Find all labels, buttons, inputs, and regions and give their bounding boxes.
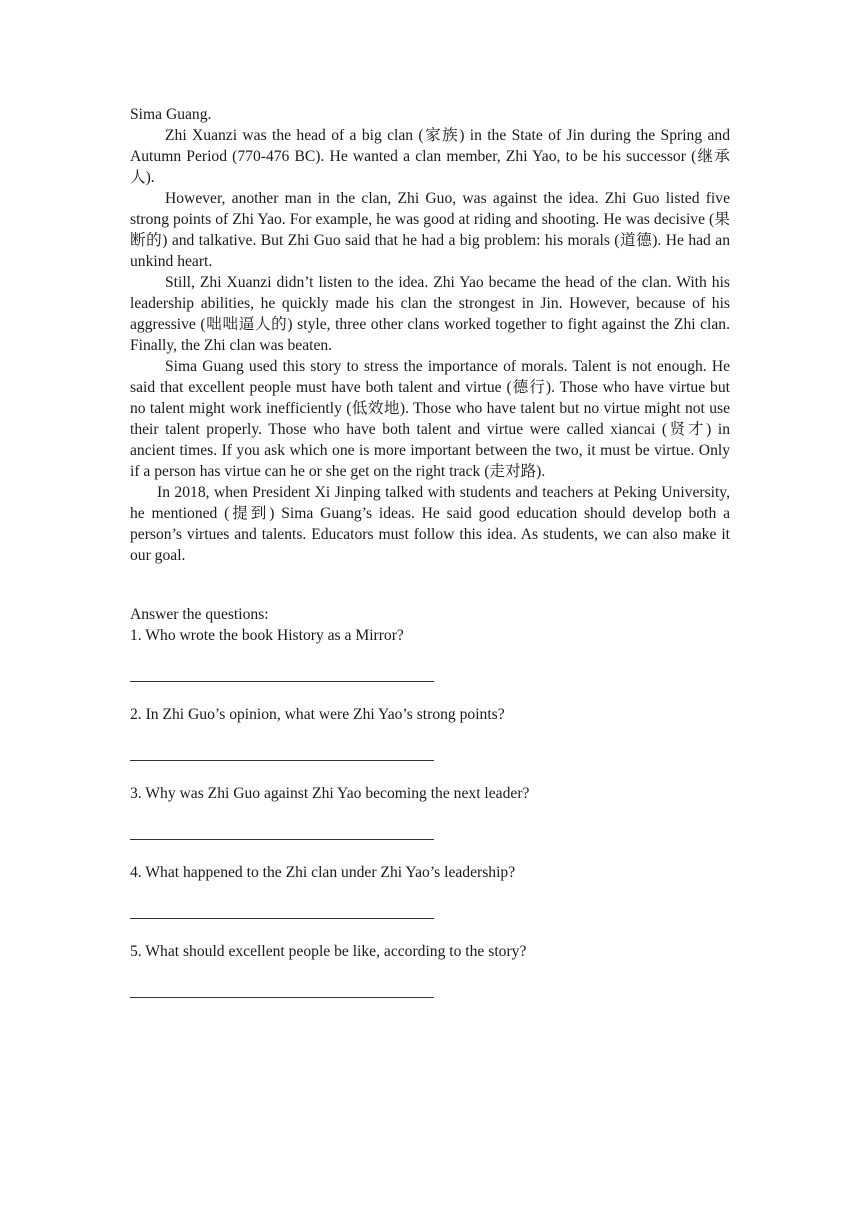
answer-line-2[interactable] [130, 760, 434, 761]
paragraph-3: Still, Zhi Xuanzi didn’t listen to the idea. Zhi Yao became the head of the clan. With his leadership abilities, he quickly made his clan the strongest in Jin. However, because of his aggressive (咄咄逼人的) style, three other clans worked together to fight against the Zhi clan. Finally, the Zhi clan was beaten. [130, 274, 730, 354]
answer-line-1[interactable] [130, 681, 434, 682]
paragraph-4: Sima Guang used this story to stress the importance of morals. Talent is not enough. He said that excellent people must have both talent and virtue (德行). Those who have virtue but no talent might work inefficiently (低效地). Those who have talent but no virtue might not use their talent properly. Those who have both talent and virtue were called xiancai (贤才) in ancient times. If you ask which one is more important between the two, it must be virtue. Only if a person has virtue can he or she get on the right track (走对路). [130, 358, 730, 480]
question-block-4 [130, 862, 730, 919]
question-block-2 [130, 704, 730, 761]
question-block-3 [130, 783, 730, 840]
answer-line-3[interactable] [130, 839, 434, 840]
question-1: 1. Who wrote the book History as a Mirror? [130, 627, 404, 644]
answer-line-5[interactable] [130, 997, 434, 998]
answer-line-4[interactable] [130, 918, 434, 919]
paragraph-5: In 2018, when President Xi Jinping talked with students and teachers at Peking University, he mentioned (提到) Sima Guang’s ideas. He said good education should develop both a person’s virtues and talents. Educators must follow this idea. As students, we can also make it our goal. [130, 484, 730, 564]
questions-heading: Answer the questions: [130, 606, 269, 623]
questions-section [130, 604, 730, 998]
paragraph-2: However, another man in the clan, Zhi Guo, was against the idea. Zhi Guo listed five strong points of Zhi Yao. For example, he was good at riding and shooting. He was decisive (果断的) and talkative. But Zhi Guo said that he had a big problem: his morals (道德). He had an unkind heart. [130, 190, 730, 270]
question-5: 5. What should excellent people be like, according to the story? [130, 943, 527, 960]
question-2: 2. In Zhi Guo’s opinion, what were Zhi Yao’s strong points? [130, 706, 505, 723]
question-3: 3. Why was Zhi Guo against Zhi Yao becoming the next leader? [130, 785, 530, 802]
question-4: 4. What happened to the Zhi clan under Zhi Yao’s leadership? [130, 864, 516, 881]
paragraph-1: Zhi Xuanzi was the head of a big clan (家族) in the State of Jin during the Spring and Autumn Period (770-476 BC). He wanted a clan member, Zhi Yao, to be his successor (继承人). [130, 127, 730, 186]
question-block-5 [130, 941, 730, 998]
intro-line: Sima Guang. [130, 106, 212, 123]
question-block-1 [130, 625, 730, 682]
document-page [130, 104, 730, 1020]
